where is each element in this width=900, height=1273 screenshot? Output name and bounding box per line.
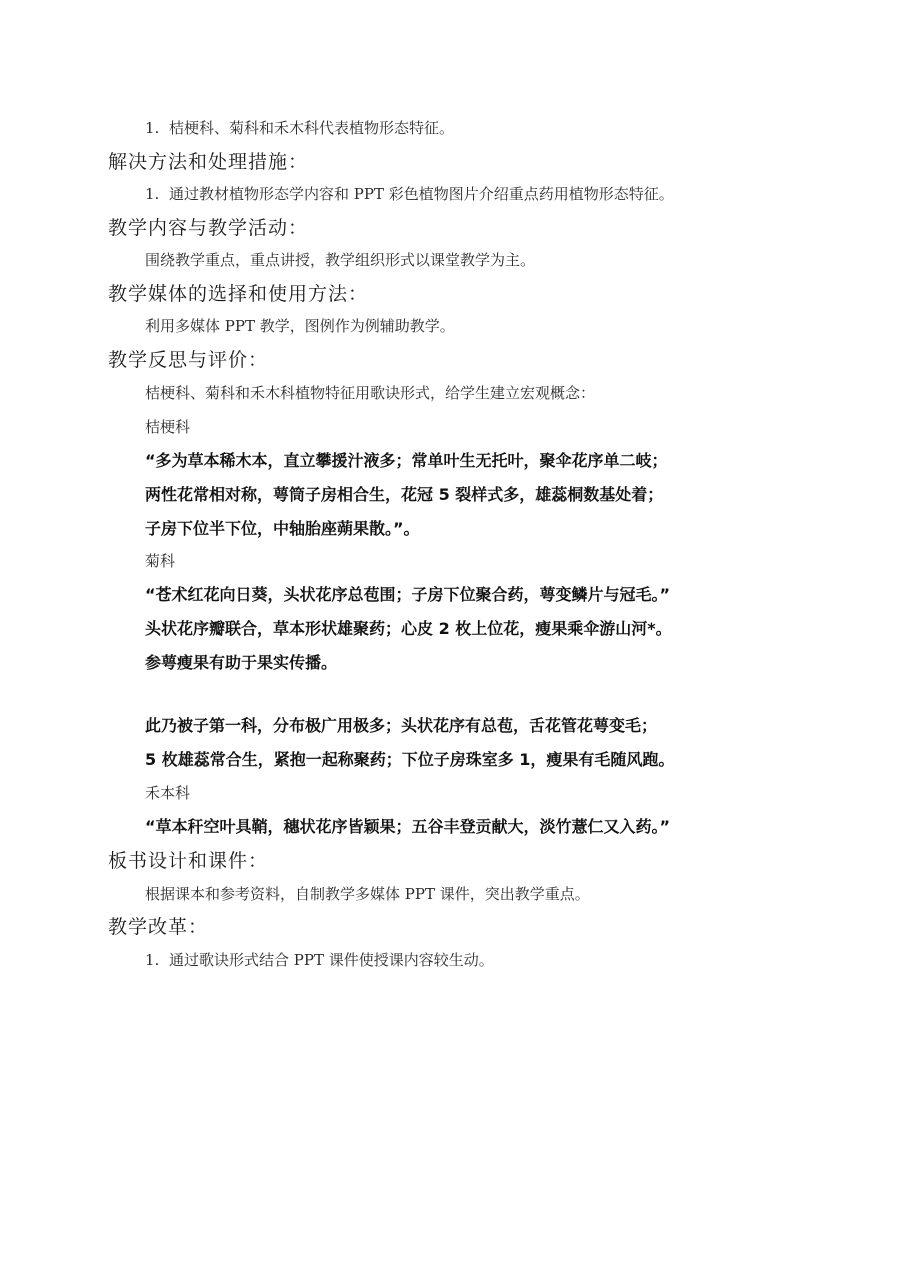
poem-line: 头状花序瓣联合，草本形状雄聚药；心皮 2 枚上位花，瘦果乘伞游山河*。 [145,619,672,638]
content-text: 围绕教学重点，重点讲授，教学组织形式以课堂教学为主。 [145,251,536,269]
poem-line: 此乃被子第一科，分布极广用极多；头状花序有总苞，舌花管花萼变毛； [145,716,658,735]
heading-content: 教学内容与教学活动： [108,217,309,239]
reflection-intro: 桔梗科、菊科和禾木科植物特征用歌诀形式，给学生建立宏观概念： [145,384,596,402]
difficulty-item-1 [145,121,454,136]
list-text: 通过教材植物形态学内容和 PPT 彩色植物图片介绍重点药用植物形态特征。 [169,185,674,203]
heading-media: 教学媒体的选择和使用方法： [108,283,369,305]
poem-line: 两性花常相对称，萼筒子房相合生，花冠 5 裂样式多，雄蕊桐数基处着； [145,485,664,504]
list-number: 1. [145,185,160,203]
list-number: 1. [145,951,160,969]
heading-board: 板书设计和课件： [108,850,269,872]
media-text: 利用多媒体 PPT 教学，图例作为例辅助教学。 [145,317,455,335]
family-label-jiegeng: 桔梗科 [145,418,191,436]
poem-line: 5 枚雄蕊常合生，紧抱一起称聚药；下位子房珠室多 1，瘦果有毛随风跑。 [145,750,675,769]
poem-line: “苍术红花向日葵，头状花序总苞围；子房下位聚合药，萼变鳞片与冠毛。” [145,585,671,604]
poem-line: 子房下位半下位，中轴胎座蒴果散。”。 [145,519,420,538]
family-label-he: 禾本科 [145,784,191,802]
list-text: 桔梗科、菊科和禾木科代表植物形态特征。 [169,119,455,137]
family-label-ju: 菊科 [145,552,176,570]
heading-reflection: 教学反思与评价： [108,349,269,371]
list-text: 通过歌诀形式结合 PPT 课件使授课内容较生动。 [169,951,494,969]
poem-line: 参萼瘦果有助于果实传播。 [145,653,338,672]
board-text: 根据课本和参考资料，自制教学多媒体 PPT 课件，突出教学重点。 [145,885,590,903]
reform-item-1 [145,953,494,968]
poem-line: “草本秆空叶具鞘，穗状花序皆颖果；五谷丰登贡献大，淡竹薏仁又入药。” [145,817,671,836]
heading-solution: 解决方法和处理措施： [108,151,309,173]
heading-reform: 教学改革： [108,916,209,938]
list-number: 1. [145,119,160,137]
poem-line: “多为草本稀木本，直立攀援汁液多；常单叶生无托叶，聚伞花序单二岐； [145,451,668,470]
solution-item-1 [145,187,674,202]
